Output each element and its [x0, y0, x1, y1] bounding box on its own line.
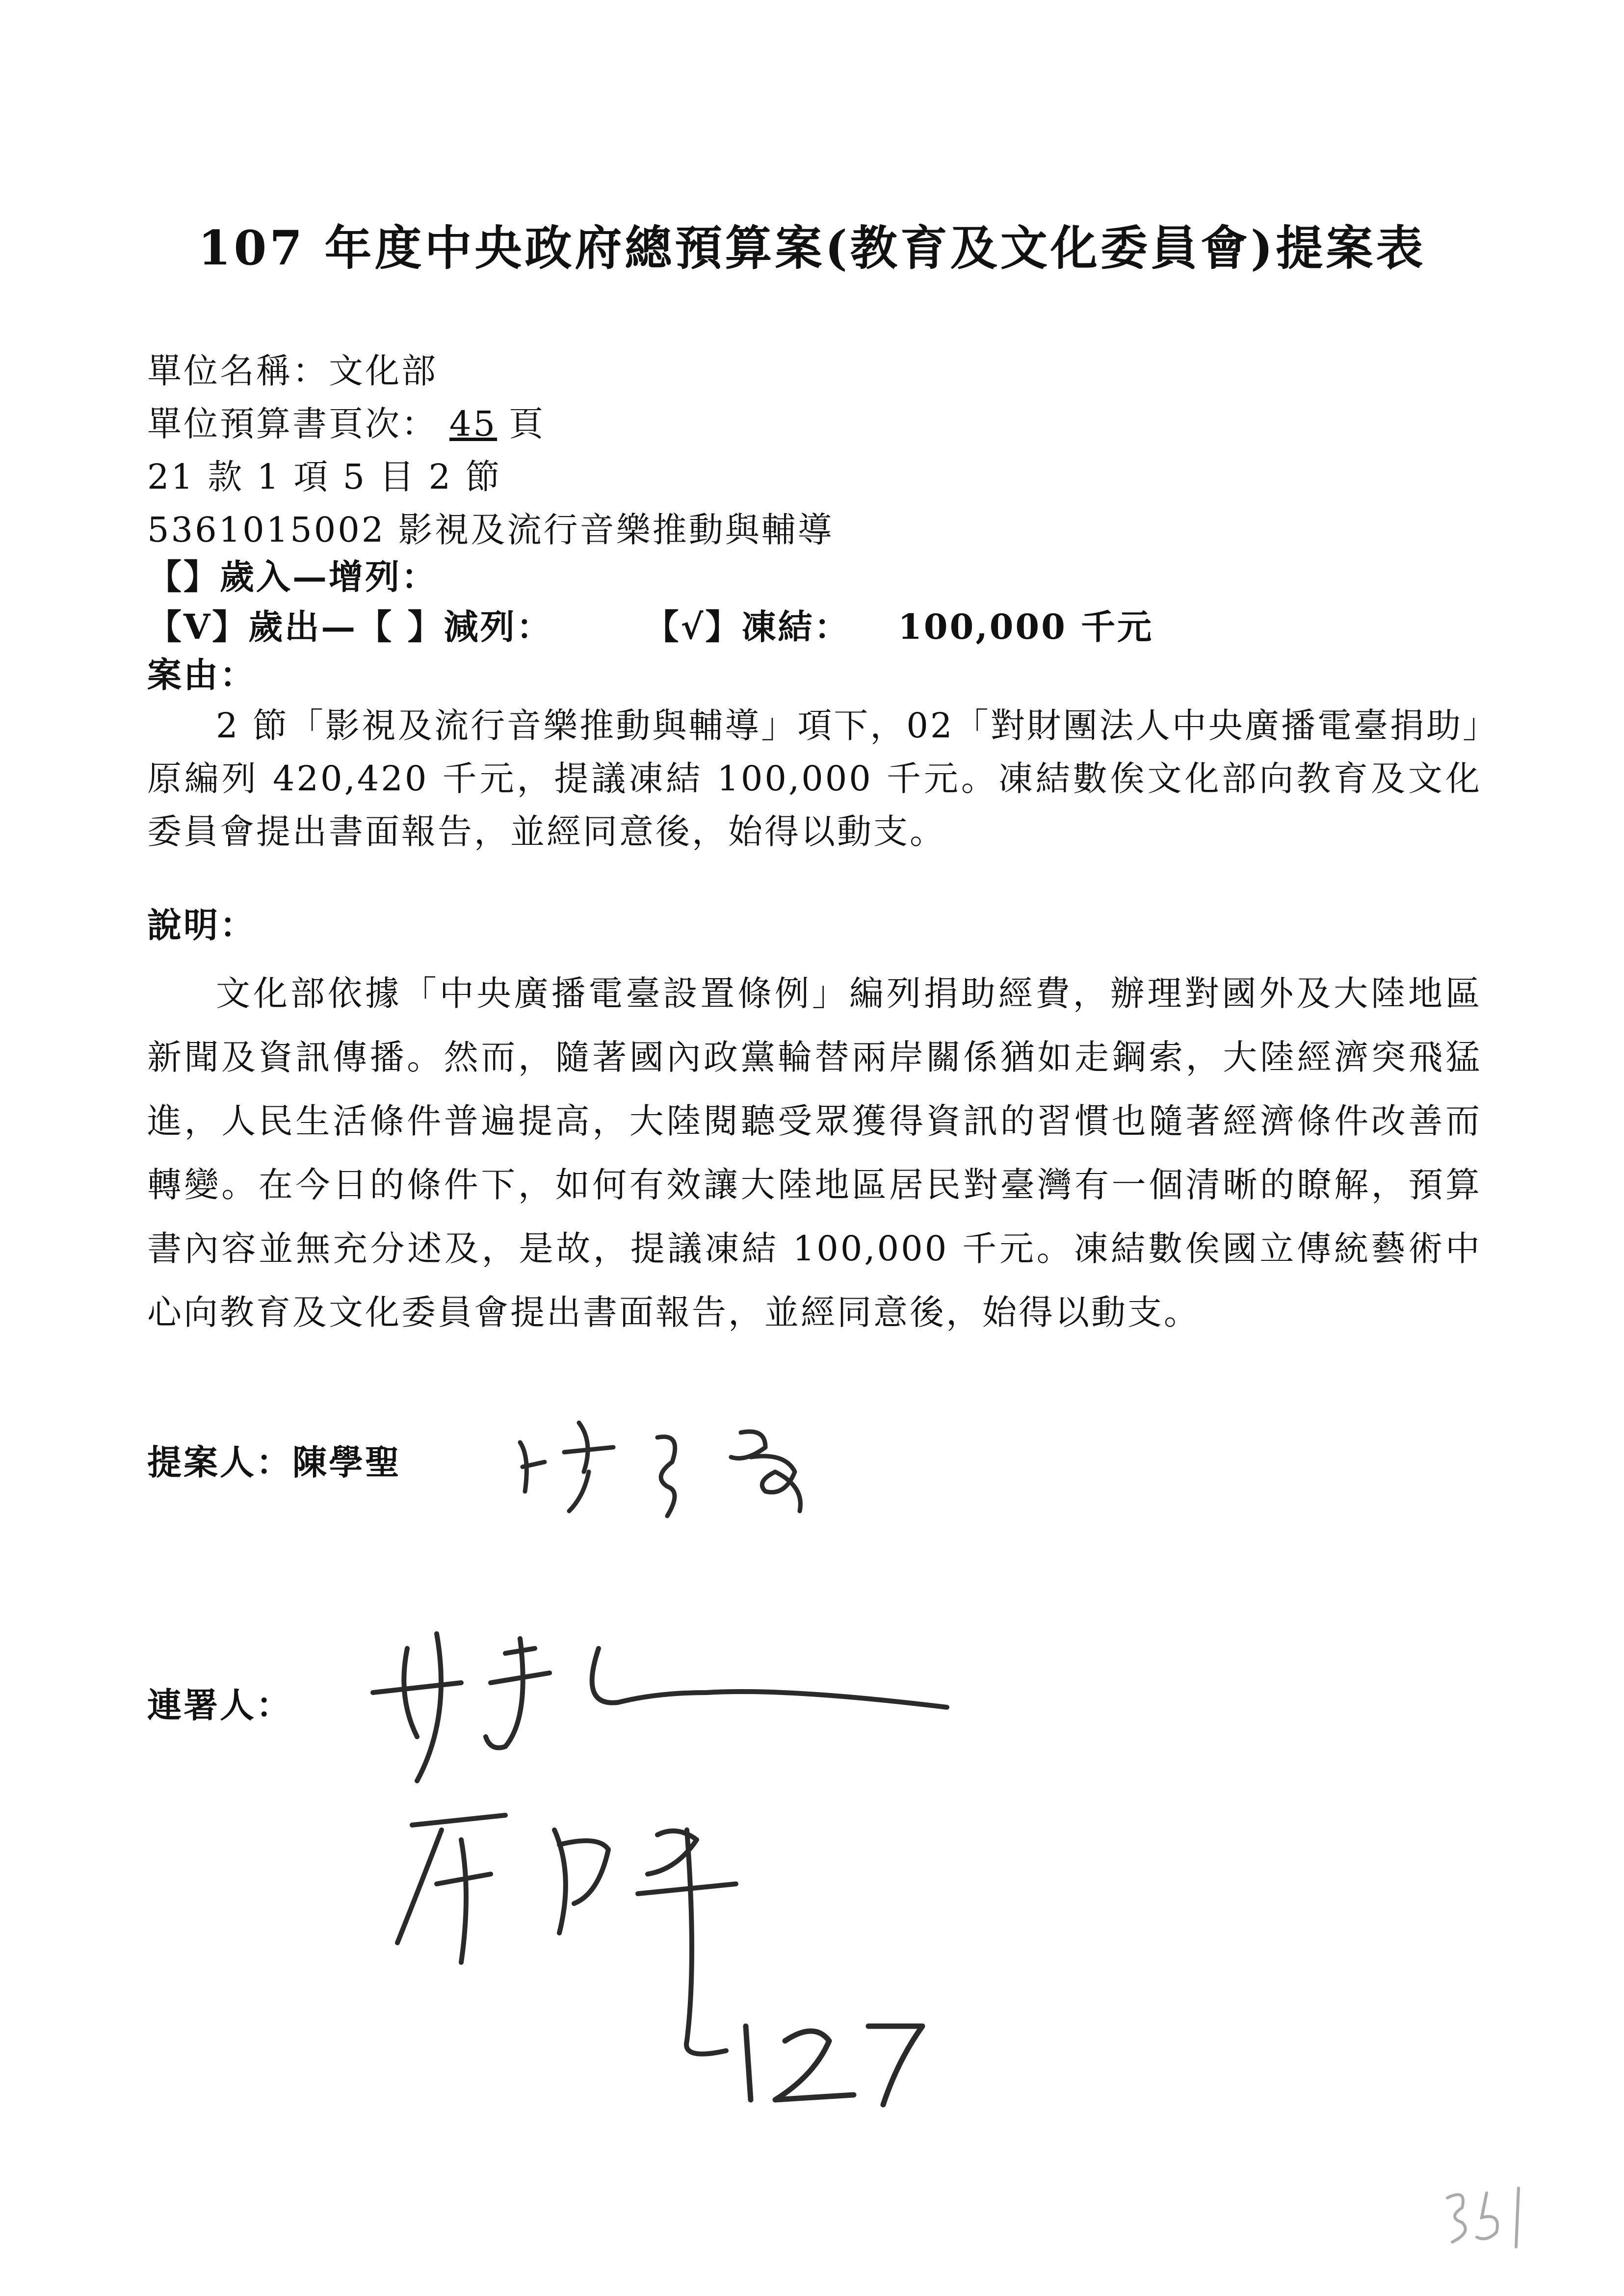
case-reason-heading: 案由： — [147, 654, 256, 695]
revenue-line: 【】歲入—增列： — [147, 556, 438, 597]
proposer-line — [147, 1435, 401, 1485]
budget-page-label: 單位預算書頁次： — [147, 404, 438, 444]
cosigner-signatures — [343, 1619, 981, 2110]
unit-name-value: 文化部 — [329, 351, 438, 391]
explanation-heading: 說明： — [147, 905, 256, 945]
expenditure-line — [147, 600, 1153, 649]
proposer-label: 提案人： — [147, 1442, 292, 1483]
case-reason-text: 2 節「影視及流行音樂推動與輔導」項下，02「對財團法人中央廣播電臺捐助」原編列 420,420 千元，提議凍結 100,000 千元。凍結數俟文化部向教育及文化委員會提出書面報告，並經同意後，始得以動支。 — [147, 705, 1482, 852]
budget-page-value: 45 — [449, 404, 498, 444]
cosigner-label: 連署人： — [147, 1685, 292, 1725]
budget-page-suffix: 頁 — [509, 404, 546, 444]
unit-name-label: 單位名稱： — [147, 351, 329, 391]
section-code: 21 款 1 項 5 目 2 節 — [147, 457, 502, 497]
proposer-signature — [510, 1413, 844, 1526]
unit-name-line — [147, 343, 438, 393]
proposer-name: 陳學聖 — [292, 1442, 401, 1483]
budget-page-line — [147, 396, 545, 446]
program-code-name: 5361015002 影視及流行音樂推動與輔導 — [147, 510, 834, 550]
freeze-mark: 【√】凍結： — [644, 606, 851, 647]
page-title: 107 年度中央政府總預算案(教育及文化委員會)提案表 — [198, 220, 1426, 276]
freeze-amount: 100,000 千元 — [898, 606, 1154, 647]
expenditure-reduce-mark: 【V】歲出—【 】減列： — [147, 606, 553, 647]
explanation-text: 文化部依據「中央廣播電臺設置條例」編列捐助經費，辦理對國外及大陸地區新聞及資訊傳播。然而，隨著國內政黨輪替兩岸關係猶如走鋼索，大陸經濟突飛猛進，人民生活條件普遍提高，大陸閱聽受眾獲得資訊的習慣也隨著經濟條件改善而轉變。在今日的條件下，如何有效讓大陸地區居民對臺灣有一個清晰的瞭解，預算書內容並無充分述及，是故，提議凍結 100,000 千元。凍結數俟國立傳統藝術中心向教育及文化委員會提出書面報告，並經同意後，始得以動支。 — [147, 973, 1482, 1332]
handwritten-page-number — [1438, 2178, 1536, 2257]
